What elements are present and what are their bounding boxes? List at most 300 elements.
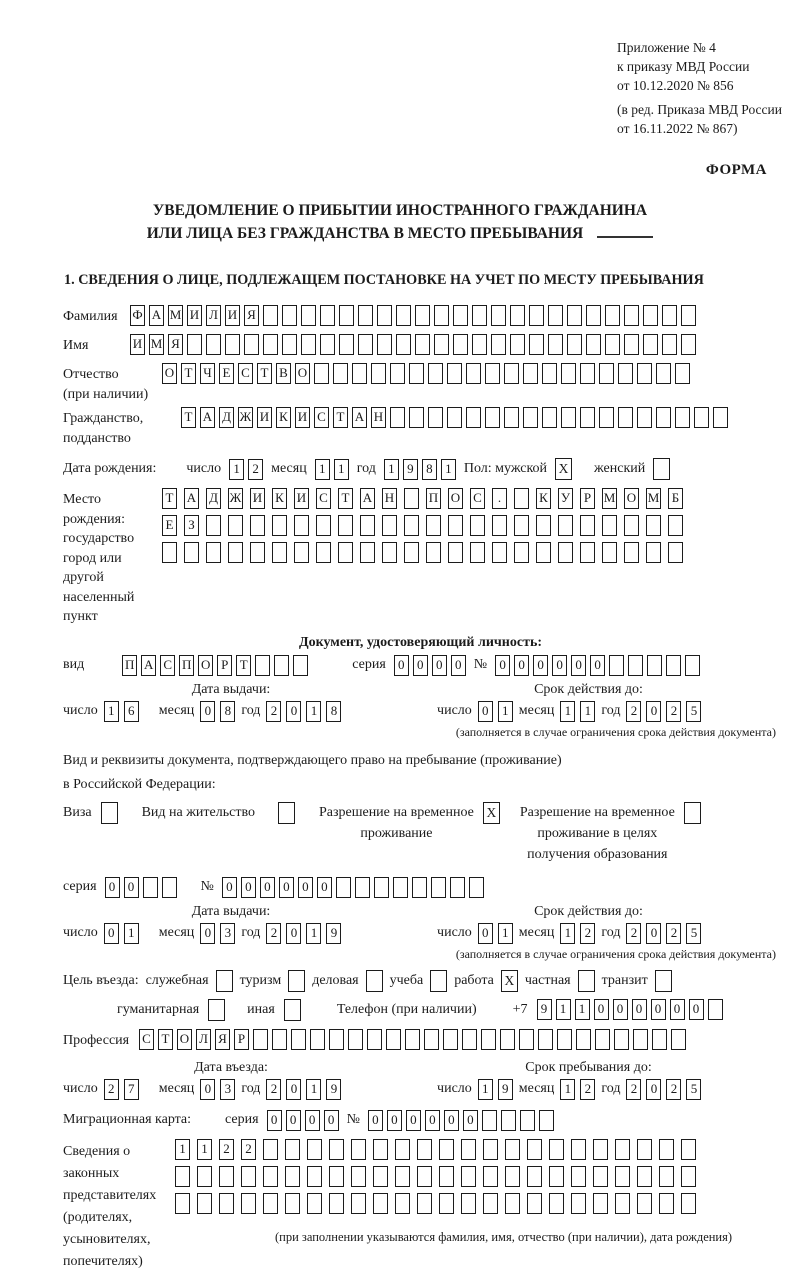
char-box[interactable]: 5 — [686, 701, 701, 722]
char-box[interactable] — [225, 334, 240, 355]
char-box[interactable]: Р — [234, 1029, 249, 1050]
char-box[interactable] — [263, 1166, 278, 1187]
char-box[interactable] — [466, 363, 481, 384]
char-box[interactable] — [386, 1029, 401, 1050]
char-box[interactable]: 0 — [689, 999, 704, 1020]
char-box[interactable] — [536, 515, 551, 536]
char-box[interactable] — [453, 305, 468, 326]
char-box[interactable] — [348, 1029, 363, 1050]
char-box[interactable]: С — [238, 363, 253, 384]
char-box[interactable] — [162, 877, 177, 898]
char-box[interactable]: 0 — [267, 1110, 282, 1131]
sex-male-checkbox[interactable]: X — [555, 458, 572, 480]
purpose-private-checkbox[interactable] — [578, 970, 595, 992]
char-box[interactable] — [536, 542, 551, 563]
char-box[interactable] — [255, 655, 270, 676]
char-box[interactable] — [510, 334, 525, 355]
char-box[interactable] — [244, 334, 259, 355]
char-box[interactable] — [520, 1110, 535, 1131]
char-box[interactable] — [307, 1166, 322, 1187]
char-box[interactable] — [404, 515, 419, 536]
char-box[interactable] — [162, 542, 177, 563]
char-box[interactable]: 2 — [666, 1079, 681, 1100]
char-box[interactable] — [291, 1029, 306, 1050]
char-box[interactable] — [529, 334, 544, 355]
char-box[interactable]: 1 — [498, 701, 513, 722]
char-box[interactable] — [472, 305, 487, 326]
char-box[interactable] — [253, 1029, 268, 1050]
char-box[interactable]: 0 — [279, 877, 294, 898]
char-box[interactable] — [428, 363, 443, 384]
char-box[interactable]: Т — [236, 655, 251, 676]
char-box[interactable] — [567, 305, 582, 326]
char-box[interactable] — [329, 1166, 344, 1187]
char-box[interactable] — [228, 542, 243, 563]
char-box[interactable] — [510, 305, 525, 326]
char-box[interactable] — [652, 1029, 667, 1050]
char-box[interactable] — [285, 1193, 300, 1214]
char-box[interactable] — [485, 407, 500, 428]
char-box[interactable]: О — [177, 1029, 192, 1050]
char-box[interactable] — [668, 542, 683, 563]
char-box[interactable]: 9 — [403, 459, 418, 480]
char-box[interactable]: 2 — [241, 1139, 256, 1160]
char-box[interactable] — [609, 655, 624, 676]
char-box[interactable] — [586, 305, 601, 326]
char-box[interactable] — [373, 1139, 388, 1160]
char-box[interactable] — [542, 407, 557, 428]
purpose-official-checkbox[interactable] — [216, 970, 233, 992]
char-box[interactable]: К — [536, 488, 551, 509]
char-box[interactable] — [593, 1139, 608, 1160]
char-box[interactable]: 0 — [533, 655, 548, 676]
char-box[interactable] — [662, 334, 677, 355]
char-box[interactable] — [461, 1166, 476, 1187]
char-box[interactable]: 0 — [222, 877, 237, 898]
char-box[interactable] — [333, 363, 348, 384]
char-box[interactable] — [367, 1029, 382, 1050]
char-box[interactable]: 1 — [175, 1139, 190, 1160]
char-box[interactable] — [694, 407, 709, 428]
char-box[interactable] — [360, 542, 375, 563]
char-box[interactable]: 2 — [666, 701, 681, 722]
char-box[interactable]: К — [276, 407, 291, 428]
char-box[interactable] — [586, 334, 601, 355]
char-box[interactable]: 0 — [104, 923, 119, 944]
char-box[interactable] — [320, 305, 335, 326]
char-box[interactable] — [558, 515, 573, 536]
char-box[interactable] — [500, 1029, 515, 1050]
char-box[interactable]: 1 — [315, 459, 330, 480]
char-box[interactable] — [187, 334, 202, 355]
char-box[interactable] — [681, 334, 696, 355]
char-box[interactable] — [417, 1193, 432, 1214]
char-box[interactable] — [466, 407, 481, 428]
char-box[interactable] — [659, 1193, 674, 1214]
char-box[interactable] — [282, 305, 297, 326]
char-box[interactable]: 1 — [229, 459, 244, 480]
char-box[interactable]: 0 — [286, 701, 301, 722]
char-box[interactable] — [504, 363, 519, 384]
char-box[interactable] — [542, 363, 557, 384]
char-box[interactable] — [469, 877, 484, 898]
char-box[interactable]: Л — [196, 1029, 211, 1050]
char-box[interactable]: 1 — [575, 999, 590, 1020]
char-box[interactable] — [461, 1193, 476, 1214]
char-box[interactable] — [618, 407, 633, 428]
char-box[interactable] — [395, 1166, 410, 1187]
char-box[interactable]: 0 — [632, 999, 647, 1020]
char-box[interactable] — [293, 655, 308, 676]
char-box[interactable] — [175, 1193, 190, 1214]
char-box[interactable]: 1 — [384, 459, 399, 480]
char-box[interactable] — [285, 1166, 300, 1187]
char-box[interactable] — [549, 1139, 564, 1160]
char-box[interactable]: 0 — [286, 923, 301, 944]
char-box[interactable]: 0 — [298, 877, 313, 898]
char-box[interactable] — [548, 334, 563, 355]
char-box[interactable]: 9 — [537, 999, 552, 1020]
char-box[interactable] — [624, 515, 639, 536]
char-box[interactable]: 0 — [495, 655, 510, 676]
char-box[interactable]: 0 — [552, 655, 567, 676]
char-box[interactable] — [426, 515, 441, 536]
char-box[interactable] — [671, 1029, 686, 1050]
purpose-other-checkbox[interactable] — [284, 999, 301, 1021]
char-box[interactable]: 1 — [306, 923, 321, 944]
char-box[interactable] — [307, 1139, 322, 1160]
char-box[interactable] — [602, 515, 617, 536]
char-box[interactable]: И — [294, 488, 309, 509]
char-box[interactable] — [175, 1166, 190, 1187]
char-box[interactable] — [314, 363, 329, 384]
char-box[interactable]: У — [558, 488, 573, 509]
char-box[interactable]: З — [184, 515, 199, 536]
char-box[interactable] — [351, 1193, 366, 1214]
char-box[interactable]: М — [602, 488, 617, 509]
char-box[interactable] — [443, 1029, 458, 1050]
char-box[interactable]: С — [314, 407, 329, 428]
char-box[interactable] — [580, 542, 595, 563]
char-box[interactable] — [382, 515, 397, 536]
char-box[interactable]: 0 — [286, 1110, 301, 1131]
char-box[interactable] — [643, 305, 658, 326]
char-box[interactable] — [250, 542, 265, 563]
char-box[interactable] — [272, 542, 287, 563]
char-box[interactable] — [527, 1166, 542, 1187]
char-box[interactable] — [461, 1139, 476, 1160]
char-box[interactable] — [605, 334, 620, 355]
char-box[interactable]: 0 — [646, 923, 661, 944]
char-box[interactable] — [396, 305, 411, 326]
char-box[interactable]: М — [168, 305, 183, 326]
char-box[interactable]: 9 — [498, 1079, 513, 1100]
char-box[interactable] — [285, 1139, 300, 1160]
char-box[interactable] — [336, 877, 351, 898]
char-box[interactable] — [656, 407, 671, 428]
char-box[interactable]: 5 — [686, 1079, 701, 1100]
char-box[interactable] — [681, 305, 696, 326]
char-box[interactable] — [605, 305, 620, 326]
char-box[interactable]: 0 — [651, 999, 666, 1020]
char-box[interactable] — [549, 1166, 564, 1187]
char-box[interactable]: 1 — [560, 923, 575, 944]
char-box[interactable] — [580, 407, 595, 428]
char-box[interactable] — [593, 1193, 608, 1214]
char-box[interactable]: 0 — [387, 1110, 402, 1131]
char-box[interactable] — [668, 515, 683, 536]
char-box[interactable]: 0 — [444, 1110, 459, 1131]
char-box[interactable] — [404, 542, 419, 563]
char-box[interactable]: А — [360, 488, 375, 509]
char-box[interactable]: 0 — [646, 701, 661, 722]
char-box[interactable] — [450, 877, 465, 898]
char-box[interactable] — [492, 542, 507, 563]
char-box[interactable]: Е — [219, 363, 234, 384]
char-box[interactable]: 9 — [326, 1079, 341, 1100]
char-box[interactable]: 1 — [441, 459, 456, 480]
char-box[interactable]: 1 — [104, 701, 119, 722]
char-box[interactable] — [491, 305, 506, 326]
char-box[interactable] — [263, 334, 278, 355]
char-box[interactable]: А — [141, 655, 156, 676]
char-box[interactable] — [412, 877, 427, 898]
char-box[interactable] — [272, 1029, 287, 1050]
char-box[interactable] — [360, 515, 375, 536]
char-box[interactable] — [666, 655, 681, 676]
char-box[interactable]: А — [149, 305, 164, 326]
char-box[interactable]: Н — [371, 407, 386, 428]
char-box[interactable] — [426, 542, 441, 563]
char-box[interactable] — [373, 1166, 388, 1187]
char-box[interactable] — [481, 1029, 496, 1050]
char-box[interactable]: 0 — [463, 1110, 478, 1131]
char-box[interactable] — [504, 407, 519, 428]
char-box[interactable] — [615, 1193, 630, 1214]
char-box[interactable]: 8 — [220, 701, 235, 722]
temp-residence-edu-checkbox[interactable] — [684, 802, 701, 824]
char-box[interactable]: А — [184, 488, 199, 509]
char-box[interactable]: 8 — [422, 459, 437, 480]
char-box[interactable] — [439, 1139, 454, 1160]
char-box[interactable] — [377, 305, 392, 326]
char-box[interactable]: М — [646, 488, 661, 509]
char-box[interactable] — [294, 542, 309, 563]
char-box[interactable] — [470, 542, 485, 563]
char-box[interactable]: Т — [257, 363, 272, 384]
char-box[interactable] — [263, 1193, 278, 1214]
char-box[interactable]: Р — [217, 655, 232, 676]
char-box[interactable] — [539, 1110, 554, 1131]
char-box[interactable] — [415, 334, 430, 355]
char-box[interactable]: 9 — [326, 923, 341, 944]
char-box[interactable] — [263, 1139, 278, 1160]
char-box[interactable]: 2 — [219, 1139, 234, 1160]
char-box[interactable] — [538, 1029, 553, 1050]
char-box[interactable] — [390, 363, 405, 384]
char-box[interactable] — [643, 334, 658, 355]
char-box[interactable] — [241, 1193, 256, 1214]
char-box[interactable]: 1 — [334, 459, 349, 480]
char-box[interactable] — [241, 1166, 256, 1187]
char-box[interactable] — [184, 542, 199, 563]
char-box[interactable] — [514, 542, 529, 563]
char-box[interactable] — [662, 305, 677, 326]
char-box[interactable] — [206, 542, 221, 563]
char-box[interactable]: 0 — [260, 877, 275, 898]
char-box[interactable] — [615, 1166, 630, 1187]
char-box[interactable] — [339, 305, 354, 326]
char-box[interactable]: С — [470, 488, 485, 509]
char-box[interactable]: 6 — [124, 701, 139, 722]
char-box[interactable]: 0 — [286, 1079, 301, 1100]
char-box[interactable]: 0 — [317, 877, 332, 898]
char-box[interactable]: Н — [382, 488, 397, 509]
char-box[interactable] — [338, 542, 353, 563]
char-box[interactable]: Ф — [130, 305, 145, 326]
char-box[interactable] — [329, 1193, 344, 1214]
char-box[interactable]: И — [187, 305, 202, 326]
char-box[interactable] — [628, 655, 643, 676]
char-box[interactable]: 0 — [571, 655, 586, 676]
char-box[interactable]: 2 — [580, 923, 595, 944]
char-box[interactable]: 2 — [266, 701, 281, 722]
char-box[interactable]: 0 — [124, 877, 139, 898]
char-box[interactable] — [483, 1193, 498, 1214]
char-box[interactable]: 0 — [105, 877, 120, 898]
char-box[interactable] — [557, 1029, 572, 1050]
char-box[interactable] — [382, 542, 397, 563]
char-box[interactable]: Я — [215, 1029, 230, 1050]
char-box[interactable] — [571, 1166, 586, 1187]
char-box[interactable]: Д — [206, 488, 221, 509]
char-box[interactable] — [558, 542, 573, 563]
char-box[interactable] — [316, 515, 331, 536]
char-box[interactable] — [447, 407, 462, 428]
char-box[interactable] — [646, 542, 661, 563]
char-box[interactable]: 1 — [306, 1079, 321, 1100]
purpose-work-checkbox[interactable]: X — [501, 970, 518, 992]
char-box[interactable] — [614, 1029, 629, 1050]
char-box[interactable]: Ж — [228, 488, 243, 509]
char-box[interactable]: И — [225, 305, 240, 326]
char-box[interactable]: 5 — [686, 923, 701, 944]
char-box[interactable]: 0 — [406, 1110, 421, 1131]
char-box[interactable] — [491, 334, 506, 355]
char-box[interactable] — [571, 1139, 586, 1160]
char-box[interactable] — [633, 1029, 648, 1050]
char-box[interactable]: 2 — [266, 1079, 281, 1100]
char-box[interactable]: Ч — [200, 363, 215, 384]
char-box[interactable] — [505, 1166, 520, 1187]
char-box[interactable] — [428, 407, 443, 428]
char-box[interactable]: 0 — [200, 701, 215, 722]
char-box[interactable]: 0 — [200, 1079, 215, 1100]
char-box[interactable]: П — [179, 655, 194, 676]
char-box[interactable] — [358, 334, 373, 355]
char-box[interactable]: 1 — [556, 999, 571, 1020]
purpose-study-checkbox[interactable] — [430, 970, 447, 992]
char-box[interactable] — [329, 1139, 344, 1160]
char-box[interactable] — [320, 334, 335, 355]
purpose-tourism-checkbox[interactable] — [288, 970, 305, 992]
char-box[interactable]: 2 — [266, 923, 281, 944]
char-box[interactable] — [595, 1029, 610, 1050]
char-box[interactable]: М — [149, 334, 164, 355]
char-box[interactable]: О — [448, 488, 463, 509]
char-box[interactable] — [681, 1166, 696, 1187]
char-box[interactable] — [576, 1029, 591, 1050]
char-box[interactable] — [462, 1029, 477, 1050]
char-box[interactable]: А — [352, 407, 367, 428]
char-box[interactable] — [228, 515, 243, 536]
char-box[interactable] — [294, 515, 309, 536]
char-box[interactable] — [395, 1139, 410, 1160]
char-box[interactable]: 1 — [478, 1079, 493, 1100]
char-box[interactable] — [593, 1166, 608, 1187]
sex-female-checkbox[interactable] — [653, 458, 670, 480]
char-box[interactable]: 0 — [451, 655, 466, 676]
char-box[interactable]: Я — [244, 305, 259, 326]
char-box[interactable] — [434, 305, 449, 326]
char-box[interactable] — [505, 1193, 520, 1214]
char-box[interactable]: 0 — [590, 655, 605, 676]
char-box[interactable] — [599, 407, 614, 428]
char-box[interactable] — [637, 1166, 652, 1187]
char-box[interactable] — [409, 407, 424, 428]
char-box[interactable] — [549, 1193, 564, 1214]
char-box[interactable]: В — [276, 363, 291, 384]
char-box[interactable]: Т — [338, 488, 353, 509]
char-box[interactable]: К — [272, 488, 287, 509]
char-box[interactable]: 2 — [666, 923, 681, 944]
char-box[interactable] — [431, 877, 446, 898]
char-box[interactable] — [523, 363, 538, 384]
char-box[interactable] — [599, 363, 614, 384]
char-box[interactable] — [329, 1029, 344, 1050]
char-box[interactable] — [519, 1029, 534, 1050]
char-box[interactable] — [282, 334, 297, 355]
char-box[interactable] — [143, 877, 158, 898]
char-box[interactable]: Я — [168, 334, 183, 355]
char-box[interactable] — [409, 363, 424, 384]
char-box[interactable] — [424, 1029, 439, 1050]
char-box[interactable] — [485, 363, 500, 384]
char-box[interactable]: 0 — [241, 877, 256, 898]
char-box[interactable] — [307, 1193, 322, 1214]
char-box[interactable] — [301, 334, 316, 355]
char-box[interactable]: 0 — [394, 655, 409, 676]
char-box[interactable]: О — [295, 363, 310, 384]
char-box[interactable]: 1 — [197, 1139, 212, 1160]
char-box[interactable] — [602, 542, 617, 563]
char-box[interactable] — [675, 407, 690, 428]
char-box[interactable] — [548, 305, 563, 326]
char-box[interactable]: И — [295, 407, 310, 428]
char-box[interactable] — [206, 334, 221, 355]
char-box[interactable]: Т — [181, 407, 196, 428]
purpose-business-checkbox[interactable] — [366, 970, 383, 992]
char-box[interactable] — [492, 515, 507, 536]
char-box[interactable]: 0 — [613, 999, 628, 1020]
char-box[interactable] — [501, 1110, 516, 1131]
char-box[interactable]: 0 — [432, 655, 447, 676]
char-box[interactable] — [523, 407, 538, 428]
char-box[interactable] — [483, 1166, 498, 1187]
char-box[interactable]: О — [162, 363, 177, 384]
char-box[interactable] — [390, 407, 405, 428]
char-box[interactable] — [615, 1139, 630, 1160]
